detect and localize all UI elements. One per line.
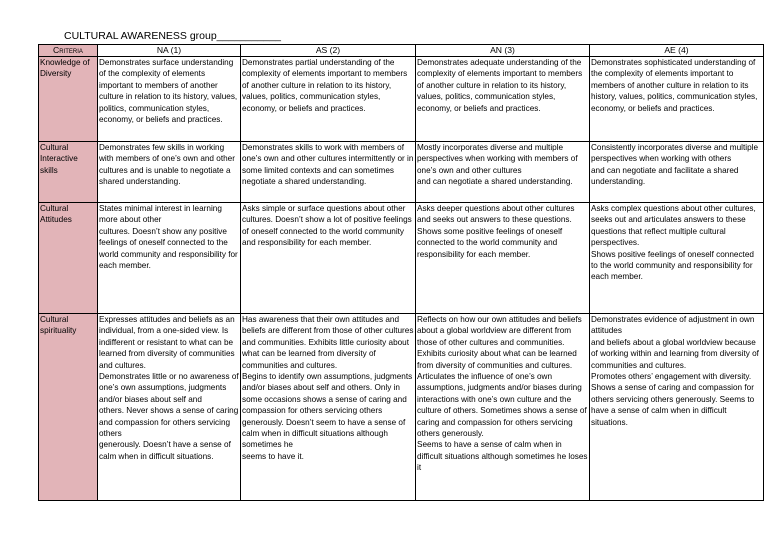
rubric-cell: States minimal interest in learning more about other cultures. Doesn’t show any positive feelings of oneself connected to the world community and responsibility for each member. [98, 203, 241, 314]
rubric-cell: Demonstrates partial understanding of the complexity of elements important to members of another culture in relation to its history, values, politics, communication styles, economy, or beliefs and practices. [241, 57, 416, 142]
table-row [39, 57, 764, 142]
table-row [39, 203, 764, 314]
rubric-cell: Has awareness that their own attitudes and beliefs are different from those of other cultures and communities. Exhibits little curiosity about what can be learned from diversity of communities and cultures. Begins to identify own assumptions, judgments and/or biases about self and others. Only in some occasions shows a sense of caring and compassion for others servicing others generously. Doesn’t seem to have a sense of calm when in difficult situations although sometimes he seems to have it. [241, 314, 416, 501]
table-row [39, 142, 764, 203]
rubric-cell: Demonstrates skills to work with members of one’s own and other cultures intermittently or in some limited contexts and can sometimes negotiate a shared understanding. [241, 142, 416, 203]
rubric-cell: Asks deeper questions about other cultures and seeks out answers to these questions. Shows some positive feelings of oneself connected to the world community and responsibility for each member. [416, 203, 590, 314]
level-header-an: AN (3) [416, 45, 590, 57]
rubric-table [38, 44, 764, 501]
rubric-cell: Asks complex questions about other cultures, seeks out and articulates answers to these questions that reflect multiple cultural perspectives. Shows positive feelings of oneself connected to the world community and responsibility for each member. [590, 203, 764, 314]
table-row [39, 314, 764, 501]
criterion-label: Cultural spirituality [39, 314, 98, 501]
rubric-cell: Reflects on how our own attitudes and beliefs about a global worldview are different from those of other cultures and communities. Exhibits curiosity about what can be learned from diversity of communities and cultures. Articulates the influence of one’s own assumptions, judgments and/or biases during interactions with one’s own culture and the culture of others. Sometimes shows a sense of caring and compassion for others servicing others generously. Seems to have a sense of calm when in difficult situations although sometimes he loses it [416, 314, 590, 501]
rubric-cell: Consistently incorporates diverse and multiple perspectives when working with others and can negotiate and facilitate a shared understanding. [590, 142, 764, 203]
header-row [39, 45, 764, 57]
criterion-label: Knowledge of Diversity [39, 57, 98, 142]
level-header-na: NA (1) [98, 45, 241, 57]
page-title: CULTURAL AWARENESS group___________ [64, 30, 281, 42]
rubric-cell: Expresses attitudes and beliefs as an individual, from a one-sided view. Is indifferent or resistant to what can be learned from diversity of communities and cultures. Demonstrates little or no awareness of one’s own assumptions, judgments and/or biases about self and others. Never shows a sense of caring and compassion for others servicing others generously. Doesn’t have a sense of calm when in difficult situations. [98, 314, 241, 501]
rubric-cell: Demonstrates surface understanding of the complexity of elements important to members of another culture in relation to its history, values, politics, communication styles, economy, or beliefs and practices. [98, 57, 241, 142]
criterion-label: Cultural Attitudes [39, 203, 98, 314]
rubric-cell: Demonstrates few skills in working with members of one’s own and other cultures and is unable to negotiate a shared understanding. [98, 142, 241, 203]
rubric-cell: Asks simple or surface questions about other cultures. Doesn’t show a lot of positive feelings of oneself connected to the world community and responsibility for each member. [241, 203, 416, 314]
level-header-ae: AE (4) [590, 45, 764, 57]
rubric-cell: Demonstrates adequate understanding of the complexity of elements important to members of another culture in relation to its history, values, politics, communication styles, economy, or beliefs and practices. [416, 57, 590, 142]
criteria-header: Criteria [39, 45, 98, 57]
rubric-cell: Mostly incorporates diverse and multiple perspectives when working with members of one’s own and other cultures and can negotiate a shared understanding. [416, 142, 590, 203]
criterion-label: Cultural Interactive skills [39, 142, 98, 203]
rubric-cell: Demonstrates sophisticated understanding of the complexity of elements important to members of another culture in relation to its history, values, politics, communication styles, economy, or beliefs and practices. [590, 57, 764, 142]
rubric-cell: Demonstrates evidence of adjustment in own attitudes and beliefs about a global worldview because of working within and learning from diversity of communities and cultures. Promotes others’ engagement with diversity. Shows a sense of caring and compassion for others servicing others generously. Seems to have a sense of calm when in difficult situations. [590, 314, 764, 501]
level-header-as: AS (2) [241, 45, 416, 57]
